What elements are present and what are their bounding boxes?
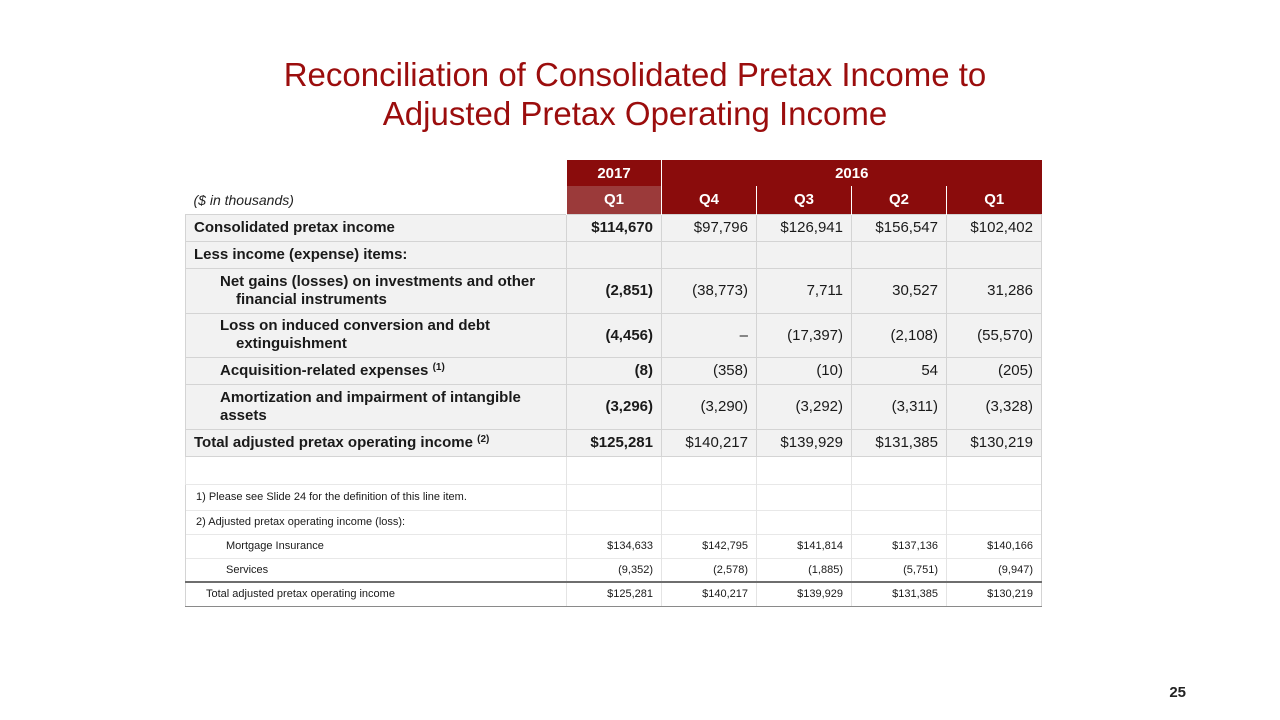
empty-cell xyxy=(757,510,852,534)
table-row-loss-induced xyxy=(186,313,1042,357)
empty-cell xyxy=(757,456,852,484)
cell-value: (38,773) xyxy=(662,268,757,313)
footnote-row-services xyxy=(186,558,1042,582)
empty-cell xyxy=(662,456,757,484)
cell-value: (8) xyxy=(567,357,662,384)
cell-value: 31,286 xyxy=(947,268,1042,313)
row-label xyxy=(186,384,567,429)
cell-value: (3,311) xyxy=(852,384,947,429)
row-label: Less income (expense) items: xyxy=(186,241,567,268)
page-number: 25 xyxy=(1169,684,1186,701)
footnote-1: 1) Please see Slide 24 for the definition of this line item. xyxy=(186,484,567,510)
cell-value: $140,217 xyxy=(662,429,757,456)
cell-value: $140,217 xyxy=(662,582,757,606)
cell-value: $126,941 xyxy=(757,214,852,241)
slide-title-line2: Adjusted Pretax Operating Income xyxy=(382,95,888,132)
empty-cell xyxy=(852,510,947,534)
row-label: Mortgage Insurance xyxy=(186,534,567,558)
table-row-consolidated xyxy=(186,214,1042,241)
cell-value: – xyxy=(662,313,757,357)
cell-value: $130,219 xyxy=(947,582,1042,606)
quarter-header: Q3 xyxy=(757,186,852,214)
cell-value: 30,527 xyxy=(852,268,947,313)
table-row-net-gains xyxy=(186,268,1042,313)
cell-value: 54 xyxy=(852,357,947,384)
empty-cell xyxy=(567,456,662,484)
cell-value: (5,751) xyxy=(852,558,947,582)
year-header-2016: 2016 xyxy=(662,160,1042,186)
table-row-amortization xyxy=(186,384,1042,429)
empty-cell xyxy=(567,484,662,510)
slide-title xyxy=(0,55,1270,133)
row-label: Services xyxy=(186,558,567,582)
table-row-total xyxy=(186,429,1042,456)
cell-value: $142,795 xyxy=(662,534,757,558)
quarter-header-row xyxy=(186,186,1042,214)
cell-value: (3,292) xyxy=(757,384,852,429)
cell-value: (2,851) xyxy=(567,268,662,313)
empty-cell xyxy=(757,241,852,268)
cell-value: $131,385 xyxy=(852,582,947,606)
quarter-header: Q4 xyxy=(662,186,757,214)
reconciliation-table xyxy=(185,160,1042,607)
empty-cell xyxy=(947,456,1042,484)
cell-value: (55,570) xyxy=(947,313,1042,357)
quarter-header: Q1 xyxy=(947,186,1042,214)
empty-cell xyxy=(947,510,1042,534)
header-blank-cell xyxy=(186,160,567,186)
cell-value: (1,885) xyxy=(757,558,852,582)
cell-value: (2,578) xyxy=(662,558,757,582)
row-label-line2: financial instruments xyxy=(236,290,387,308)
row-label xyxy=(186,313,567,357)
row-label-line2: extinguishment xyxy=(236,335,347,352)
cell-value: (3,296) xyxy=(567,384,662,429)
cell-value: (358) xyxy=(662,357,757,384)
footnote-row-mortgage xyxy=(186,534,1042,558)
footnote-marker: (2) xyxy=(477,434,490,445)
empty-cell xyxy=(662,510,757,534)
footnote-row-2 xyxy=(186,510,1042,534)
cell-value: (10) xyxy=(757,357,852,384)
units-label: ($ in thousands) xyxy=(186,186,567,214)
row-label xyxy=(186,357,567,384)
row-label-text: Total adjusted pretax operating income xyxy=(194,434,473,451)
cell-value: $140,166 xyxy=(947,534,1042,558)
quarter-header: Q1 xyxy=(567,186,662,214)
cell-value: (3,290) xyxy=(662,384,757,429)
empty-cell xyxy=(947,484,1042,510)
row-label-line1: Amortization and impairment of intangible xyxy=(220,388,521,406)
row-label xyxy=(186,268,567,313)
cell-value: $134,633 xyxy=(567,534,662,558)
cell-value: 7,711 xyxy=(757,268,852,313)
year-header-2017: 2017 xyxy=(567,160,662,186)
cell-value: $141,814 xyxy=(757,534,852,558)
cell-value: $139,929 xyxy=(757,582,852,606)
empty-cell xyxy=(852,241,947,268)
cell-value: $125,281 xyxy=(567,429,662,456)
cell-value: $97,796 xyxy=(662,214,757,241)
row-label: Total adjusted pretax operating income xyxy=(186,582,567,606)
cell-value: $114,670 xyxy=(567,214,662,241)
table-row-acquisition xyxy=(186,357,1042,384)
cell-value: $156,547 xyxy=(852,214,947,241)
footnote-marker: (1) xyxy=(432,361,445,373)
cell-value: $137,136 xyxy=(852,534,947,558)
slide-title-line1: Reconciliation of Consolidated Pretax Income to xyxy=(283,56,987,93)
empty-cell xyxy=(852,484,947,510)
empty-cell xyxy=(757,484,852,510)
empty-cell xyxy=(852,456,947,484)
cell-value: (9,352) xyxy=(567,558,662,582)
empty-cell xyxy=(567,241,662,268)
cell-value: (205) xyxy=(947,357,1042,384)
empty-cell xyxy=(947,241,1042,268)
empty-cell xyxy=(662,484,757,510)
cell-value: $125,281 xyxy=(567,582,662,606)
cell-value: $102,402 xyxy=(947,214,1042,241)
row-label xyxy=(186,429,567,456)
row-label-line1: Net gains (losses) on investments and other xyxy=(220,272,536,290)
row-label-line2: assets xyxy=(220,406,267,424)
footnote-row-1 xyxy=(186,484,1042,510)
cell-value: $139,929 xyxy=(757,429,852,456)
cell-value: (2,108) xyxy=(852,313,947,357)
cell-value: (17,397) xyxy=(757,313,852,357)
empty-cell xyxy=(186,456,567,484)
cell-value: (4,456) xyxy=(567,313,662,357)
footnote-2: 2) Adjusted pretax operating income (loss): xyxy=(186,510,567,534)
cell-value: $130,219 xyxy=(947,429,1042,456)
empty-cell xyxy=(567,510,662,534)
year-header-row xyxy=(186,160,1042,186)
cell-value: (9,947) xyxy=(947,558,1042,582)
row-label: Consolidated pretax income xyxy=(186,214,567,241)
table-row-spacer xyxy=(186,456,1042,484)
row-label-line1: Loss on induced conversion and debt xyxy=(220,317,491,334)
table-row-less-items xyxy=(186,241,1042,268)
cell-value: $131,385 xyxy=(852,429,947,456)
footnote-row-total xyxy=(186,582,1042,606)
empty-cell xyxy=(662,241,757,268)
row-label-text: Acquisition-related expenses xyxy=(220,361,429,379)
quarter-header: Q2 xyxy=(852,186,947,214)
cell-value: (3,328) xyxy=(947,384,1042,429)
